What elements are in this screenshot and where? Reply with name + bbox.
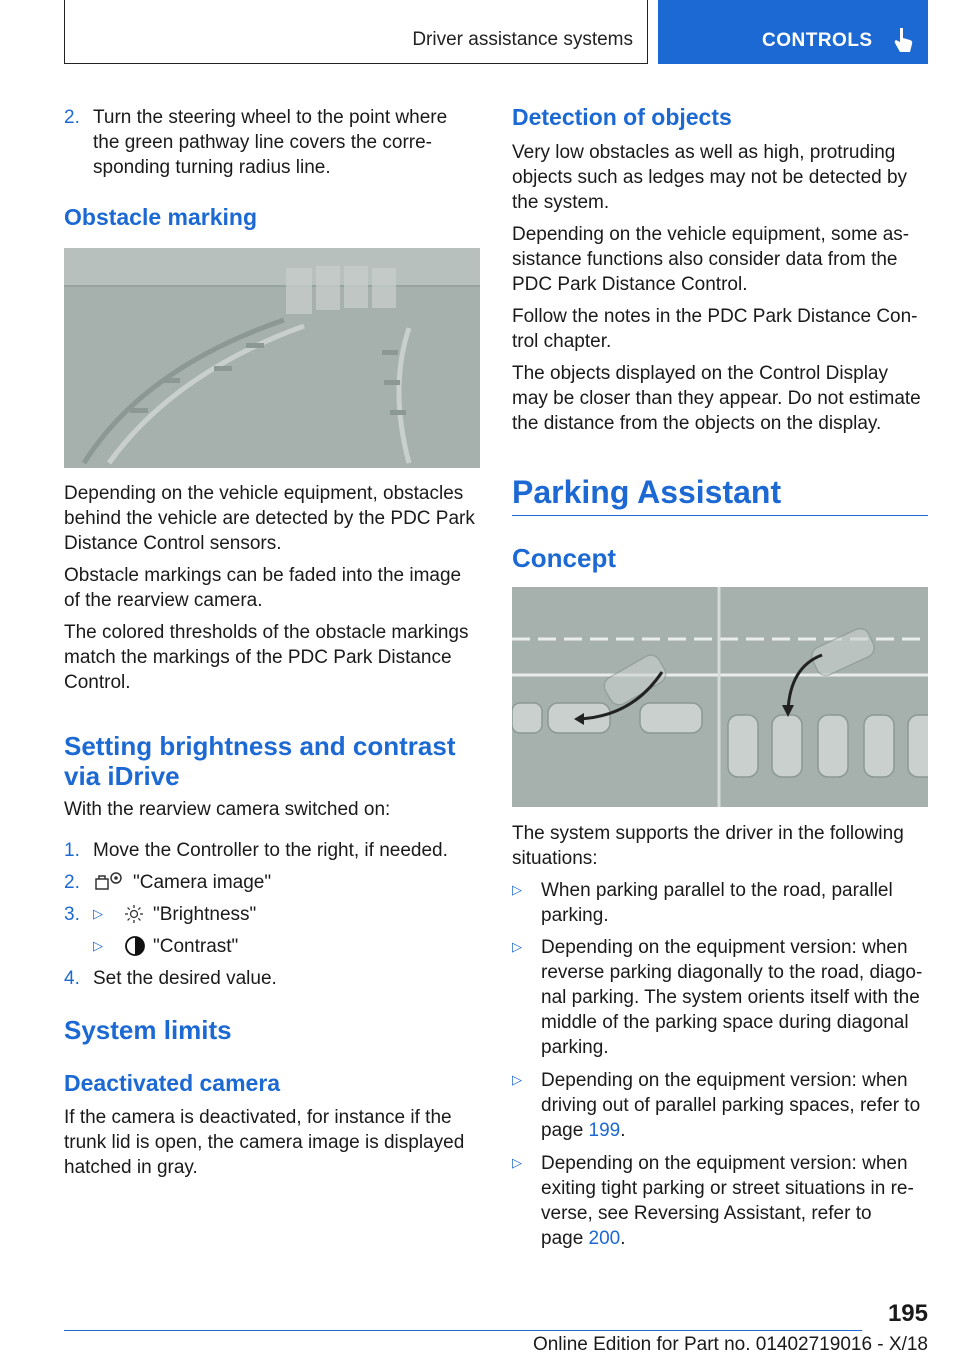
- bullet-triangle: ▷: [512, 1155, 522, 1170]
- step-number: 4.: [64, 968, 80, 989]
- bullet-triangle: ▷: [512, 939, 522, 954]
- paragraph-line: may be closer than they appear. Do not estimate: [512, 388, 921, 409]
- parking-assistant-heading: Parking Assistant: [512, 474, 782, 510]
- paragraph-line: the system.: [512, 192, 610, 213]
- bullet-triangle: ▷: [512, 1072, 522, 1087]
- step-text: "Brightness": [153, 904, 257, 925]
- page-header: [64, 0, 928, 64]
- step-text: "Contrast": [153, 936, 239, 957]
- page-ref-prefix: page: [541, 1228, 589, 1249]
- step-text: the green pathway line covers the corre-: [93, 132, 433, 153]
- deactivated-camera-heading: Deactivated camera: [64, 1070, 281, 1096]
- edition-text: Online Edition for Part no. 01402719016 - X/18: [532, 1334, 928, 1355]
- step-text: Set the desired value.: [93, 968, 277, 989]
- page-link-199[interactable]: 199: [588, 1120, 621, 1141]
- page-ref-prefix: page: [541, 1120, 589, 1141]
- step-text: Turn the steering wheel to the point where: [93, 107, 448, 128]
- bullet-text: [541, 1118, 626, 1143]
- paragraph-line: Very low obstacles as well as high, protruding: [512, 142, 896, 163]
- paragraph-line: The colored thresholds of the obstacle markings: [64, 622, 469, 643]
- concept-heading: Concept: [512, 543, 616, 573]
- paragraph-line: objects such as ledges may not be detected by: [512, 167, 908, 188]
- camera-settings-icon: [94, 870, 124, 892]
- bullet-text: [541, 1226, 626, 1251]
- step-text: Move the Controller to the right, if needed.: [93, 840, 448, 861]
- page-ref-suffix: .: [620, 1120, 626, 1141]
- footer-rule: [64, 1330, 862, 1331]
- page-link-200[interactable]: 200: [588, 1228, 621, 1249]
- paragraph-line: The system supports the driver in the following: [512, 823, 904, 844]
- bullet-text: parking.: [541, 1037, 609, 1058]
- step-text: sponding turning radius line.: [93, 157, 331, 178]
- paragraph-line: behind the vehicle are detected by the PDC Park: [64, 508, 475, 529]
- parking-concept-image: [512, 587, 928, 807]
- brightness-icon: [124, 904, 144, 924]
- header-section-box: [64, 0, 648, 64]
- paragraph-line: trunk lid is open, the camera image is displayed: [64, 1132, 465, 1153]
- bullet-text: When parking parallel to the road, parallel: [541, 880, 893, 901]
- paragraph-line: The objects displayed on the Control Display: [512, 363, 888, 384]
- bullet-text: reverse parking diagonally to the road, diago-: [541, 962, 923, 983]
- page-ref-suffix: .: [620, 1228, 626, 1249]
- step-text: "Camera image": [133, 872, 272, 893]
- bullet-text: driving out of parallel parking spaces, refer to: [541, 1095, 921, 1116]
- bullet-triangle: ▷: [512, 882, 522, 897]
- obstacle-marking-heading: Obstacle marking: [64, 204, 258, 230]
- bullet-text: Depending on the equipment version: when: [541, 1153, 908, 1174]
- brightness-heading: via iDrive: [64, 761, 180, 791]
- paragraph-line: situations:: [512, 848, 598, 869]
- contrast-icon: [124, 935, 146, 957]
- paragraph-line: Depending on the vehicle equipment, some as-: [512, 224, 910, 245]
- paragraph-line: If the camera is deactivated, for instance if the: [64, 1107, 452, 1128]
- bullet-triangle: ▷: [93, 938, 103, 953]
- paragraph-line: Depending on the vehicle equipment, obstacles: [64, 483, 464, 504]
- bullet-text: parking.: [541, 905, 609, 926]
- bullet-text: middle of the parking space during diagonal: [541, 1012, 909, 1033]
- step-number: 3.: [64, 904, 80, 925]
- paragraph-line: sistance functions also consider data from the: [512, 249, 898, 270]
- step-number: 2.: [64, 107, 80, 128]
- bullet-text: Depending on the equipment version: when: [541, 937, 908, 958]
- step-number: 1.: [64, 840, 80, 861]
- obstacle-marking-image: [64, 248, 480, 468]
- detection-heading: Detection of objects: [512, 104, 732, 130]
- bullet-text: verse, see Reversing Assistant, refer to: [541, 1203, 872, 1224]
- paragraph-line: Distance Control sensors.: [64, 533, 282, 554]
- paragraph-line: Obstacle markings can be faded into the image: [64, 565, 462, 586]
- paragraph-line: Control.: [64, 672, 131, 693]
- paragraph-line: of the rearview camera.: [64, 590, 263, 611]
- brightness-intro: With the rearview camera switched on:: [64, 799, 391, 820]
- header-chapter-tab[interactable]: [658, 0, 928, 64]
- bullet-text: Depending on the equipment version: when: [541, 1070, 908, 1091]
- page-number: 195: [887, 1300, 928, 1327]
- paragraph-line: hatched in gray.: [64, 1157, 198, 1178]
- hand-pointer-icon: [894, 28, 914, 52]
- chapter-title: CONTROLS: [762, 30, 873, 51]
- section-title: Driver assistance systems: [412, 29, 633, 50]
- paragraph-line: trol chapter.: [512, 331, 612, 352]
- paragraph-line: the distance from the objects on the display.: [512, 413, 882, 434]
- bullet-text: nal parking. The system orients itself with the: [541, 987, 920, 1008]
- bullet-text: exiting tight parking or street situations in re-: [541, 1178, 914, 1199]
- paragraph-line: Follow the notes in the PDC Park Distance Con-: [512, 306, 918, 327]
- heading-rule: [512, 515, 928, 516]
- paragraph-line: match the markings of the PDC Park Distance: [64, 647, 452, 668]
- paragraph-line: PDC Park Distance Control.: [512, 274, 748, 295]
- brightness-heading: Setting brightness and contrast: [64, 731, 456, 761]
- bullet-triangle: ▷: [93, 906, 103, 921]
- system-limits-heading: System limits: [64, 1015, 232, 1045]
- step-number: 2.: [64, 872, 80, 893]
